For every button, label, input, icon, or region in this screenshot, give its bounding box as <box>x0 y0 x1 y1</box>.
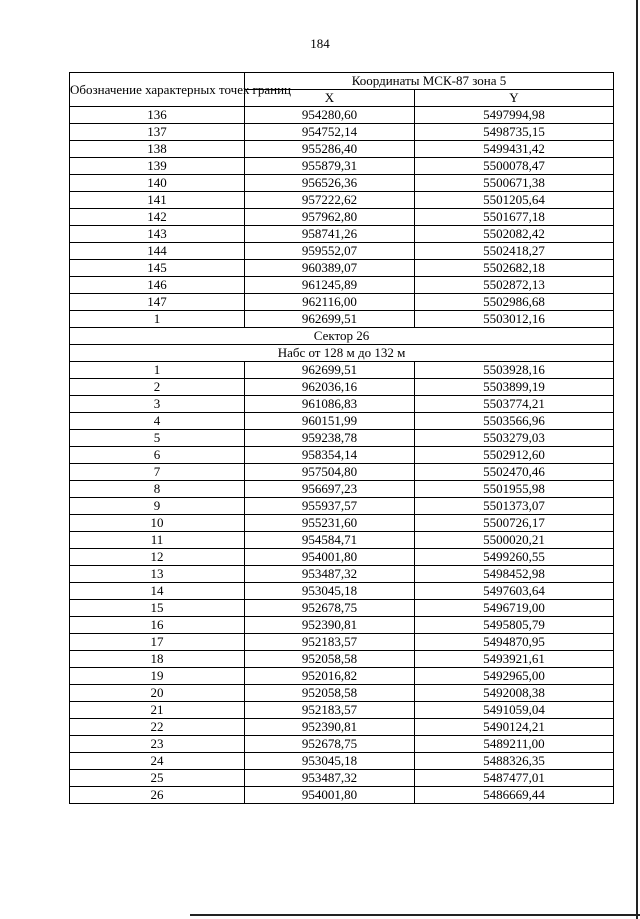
point-number-cell: 4 <box>70 413 245 430</box>
x-coordinate-cell: 959238,78 <box>245 430 415 447</box>
x-coordinate-cell: 952183,57 <box>245 634 415 651</box>
x-coordinate-cell: 954584,71 <box>245 532 415 549</box>
y-coordinate-cell: 5491059,04 <box>415 702 614 719</box>
table-row <box>70 226 614 243</box>
y-coordinate-cell: 5499431,42 <box>415 141 614 158</box>
coordinates-table <box>69 72 614 804</box>
y-coordinate-cell: 5500671,38 <box>415 175 614 192</box>
y-coordinate-cell: 5503899,19 <box>415 379 614 396</box>
point-number-cell: 15 <box>70 600 245 617</box>
x-coordinate-cell: 960389,07 <box>245 260 415 277</box>
point-number-cell: 22 <box>70 719 245 736</box>
x-coordinate-cell: 952058,58 <box>245 651 415 668</box>
point-number-cell: 21 <box>70 702 245 719</box>
point-number-cell: 145 <box>70 260 245 277</box>
y-coordinate-cell: 5486669,44 <box>415 787 614 804</box>
y-coordinate-cell: 5495805,79 <box>415 617 614 634</box>
y-coordinate-cell: 5501205,64 <box>415 192 614 209</box>
point-number-cell: 144 <box>70 243 245 260</box>
page-frame-right-edge <box>636 0 638 919</box>
point-number-cell: 143 <box>70 226 245 243</box>
table-row <box>70 192 614 209</box>
table-row <box>70 430 614 447</box>
point-number-cell: 137 <box>70 124 245 141</box>
y-coordinate-cell: 5502682,18 <box>415 260 614 277</box>
table-row <box>70 617 614 634</box>
point-number-cell: 1 <box>70 311 245 328</box>
table-row <box>70 464 614 481</box>
table-row <box>70 787 614 804</box>
point-number-cell: 142 <box>70 209 245 226</box>
table-row <box>70 396 614 413</box>
header-row <box>70 73 614 90</box>
table-row <box>70 379 614 396</box>
table-row <box>70 583 614 600</box>
y-coordinate-cell: 5501677,18 <box>415 209 614 226</box>
point-number-cell: 9 <box>70 498 245 515</box>
table-row <box>70 515 614 532</box>
x-coordinate-cell: 962116,00 <box>245 294 415 311</box>
table-row <box>70 243 614 260</box>
x-coordinate-cell: 961086,83 <box>245 396 415 413</box>
table-row <box>70 770 614 787</box>
table-row <box>70 702 614 719</box>
y-coordinate-cell: 5490124,21 <box>415 719 614 736</box>
x-coordinate-cell: 955286,40 <box>245 141 415 158</box>
y-coordinate-cell: 5502082,42 <box>415 226 614 243</box>
point-number-cell: 12 <box>70 549 245 566</box>
table-row <box>70 753 614 770</box>
point-number-cell: 24 <box>70 753 245 770</box>
table-row <box>70 141 614 158</box>
x-coordinate-cell: 962036,16 <box>245 379 415 396</box>
point-number-cell: 26 <box>70 787 245 804</box>
table-row <box>70 532 614 549</box>
x-coordinate-cell: 957504,80 <box>245 464 415 481</box>
x-coordinate-cell: 952390,81 <box>245 719 415 736</box>
table-row <box>70 685 614 702</box>
point-number-cell: 147 <box>70 294 245 311</box>
y-coordinate-cell: 5500020,21 <box>415 532 614 549</box>
x-coordinate-cell: 957962,80 <box>245 209 415 226</box>
sector-section <box>70 328 614 362</box>
x-coordinate-cell: 953045,18 <box>245 583 415 600</box>
x-coordinate-cell: 952390,81 <box>245 617 415 634</box>
table-row <box>70 498 614 515</box>
point-number-cell: 1 <box>70 362 245 379</box>
y-coordinate-cell: 5499260,55 <box>415 549 614 566</box>
x-coordinate-cell: 954752,14 <box>245 124 415 141</box>
point-number-cell: 25 <box>70 770 245 787</box>
table-body-top <box>70 107 614 328</box>
point-number-cell: 2 <box>70 379 245 396</box>
y-coordinate-cell: 5501955,98 <box>415 481 614 498</box>
table-row <box>70 447 614 464</box>
table-row <box>70 124 614 141</box>
x-coordinate-cell: 956526,36 <box>245 175 415 192</box>
x-coordinate-cell: 957222,62 <box>245 192 415 209</box>
table-body-bottom <box>70 362 614 804</box>
page-frame-bottom-edge <box>190 914 640 916</box>
table-row <box>70 668 614 685</box>
page-number: 184 <box>310 36 330 51</box>
x-coordinate-cell: 953045,18 <box>245 753 415 770</box>
y-column-header: Y <box>415 90 614 107</box>
x-coordinate-cell: 961245,89 <box>245 277 415 294</box>
x-coordinate-cell: 952016,82 <box>245 668 415 685</box>
y-coordinate-cell: 5503279,03 <box>415 430 614 447</box>
x-column-header: X <box>245 90 415 107</box>
y-coordinate-cell: 5494870,95 <box>415 634 614 651</box>
point-number-cell: 139 <box>70 158 245 175</box>
y-coordinate-cell: 5488326,35 <box>415 753 614 770</box>
x-coordinate-cell: 962699,51 <box>245 362 415 379</box>
y-coordinate-cell: 5500726,17 <box>415 515 614 532</box>
y-coordinate-cell: 5502872,13 <box>415 277 614 294</box>
table-row <box>70 209 614 226</box>
point-number-cell: 19 <box>70 668 245 685</box>
x-coordinate-cell: 952058,58 <box>245 685 415 702</box>
y-coordinate-cell: 5493921,61 <box>415 651 614 668</box>
table-row <box>70 107 614 124</box>
table-row <box>70 413 614 430</box>
point-number-cell: 7 <box>70 464 245 481</box>
point-number-cell: 8 <box>70 481 245 498</box>
x-coordinate-cell: 955879,31 <box>245 158 415 175</box>
height-range-label: Набс от 128 м до 132 м <box>70 345 614 362</box>
table-row <box>70 158 614 175</box>
sector-row <box>70 328 614 345</box>
x-coordinate-cell: 958354,14 <box>245 447 415 464</box>
y-coordinate-cell: 5503774,21 <box>415 396 614 413</box>
point-number-cell: 140 <box>70 175 245 192</box>
x-coordinate-cell: 953487,32 <box>245 566 415 583</box>
height-row <box>70 345 614 362</box>
y-coordinate-cell: 5502912,60 <box>415 447 614 464</box>
table-row <box>70 549 614 566</box>
y-coordinate-cell: 5492008,38 <box>415 685 614 702</box>
point-number-cell: 20 <box>70 685 245 702</box>
point-number-cell: 11 <box>70 532 245 549</box>
table-row <box>70 294 614 311</box>
x-coordinate-cell: 954280,60 <box>245 107 415 124</box>
x-coordinate-cell: 960151,99 <box>245 413 415 430</box>
point-number-cell: 146 <box>70 277 245 294</box>
y-coordinate-cell: 5502470,46 <box>415 464 614 481</box>
table-row <box>70 600 614 617</box>
point-number-cell: 136 <box>70 107 245 124</box>
point-number-cell: 3 <box>70 396 245 413</box>
coordinate-system-header: Координаты МСК-87 зона 5 <box>245 73 614 90</box>
point-number-cell: 23 <box>70 736 245 753</box>
y-coordinate-cell: 5497603,64 <box>415 583 614 600</box>
x-coordinate-cell: 953487,32 <box>245 770 415 787</box>
x-coordinate-cell: 954001,80 <box>245 549 415 566</box>
x-coordinate-cell: 962699,51 <box>245 311 415 328</box>
point-number-cell: 6 <box>70 447 245 464</box>
y-coordinate-cell: 5497994,98 <box>415 107 614 124</box>
y-coordinate-cell: 5498735,15 <box>415 124 614 141</box>
y-coordinate-cell: 5503928,16 <box>415 362 614 379</box>
x-coordinate-cell: 954001,80 <box>245 787 415 804</box>
point-number-cell: 141 <box>70 192 245 209</box>
x-coordinate-cell: 956697,23 <box>245 481 415 498</box>
y-coordinate-cell: 5487477,01 <box>415 770 614 787</box>
point-number-cell: 18 <box>70 651 245 668</box>
y-coordinate-cell: 5502418,27 <box>415 243 614 260</box>
y-coordinate-cell: 5502986,68 <box>415 294 614 311</box>
x-coordinate-cell: 958741,26 <box>245 226 415 243</box>
table-row <box>70 362 614 379</box>
x-coordinate-cell: 952678,75 <box>245 600 415 617</box>
x-coordinate-cell: 955937,57 <box>245 498 415 515</box>
point-number-cell: 5 <box>70 430 245 447</box>
table-row <box>70 566 614 583</box>
point-number-cell: 14 <box>70 583 245 600</box>
table-row <box>70 634 614 651</box>
y-coordinate-cell: 5503566,96 <box>415 413 614 430</box>
table-row <box>70 175 614 192</box>
point-number-cell: 10 <box>70 515 245 532</box>
y-coordinate-cell: 5489211,00 <box>415 736 614 753</box>
x-coordinate-cell: 952678,75 <box>245 736 415 753</box>
table-row <box>70 736 614 753</box>
sector-label: Сектор 26 <box>70 328 614 345</box>
y-coordinate-cell: 5496719,00 <box>415 600 614 617</box>
point-number-cell: 17 <box>70 634 245 651</box>
x-coordinate-cell: 955231,60 <box>245 515 415 532</box>
point-number-cell: 13 <box>70 566 245 583</box>
y-coordinate-cell: 5492965,00 <box>415 668 614 685</box>
table-row <box>70 277 614 294</box>
y-coordinate-cell: 5501373,07 <box>415 498 614 515</box>
table-row <box>70 719 614 736</box>
table-row <box>70 260 614 277</box>
y-coordinate-cell: 5498452,98 <box>415 566 614 583</box>
y-coordinate-cell: 5500078,47 <box>415 158 614 175</box>
table-row <box>70 651 614 668</box>
table-row <box>70 481 614 498</box>
point-number-cell: 138 <box>70 141 245 158</box>
x-coordinate-cell: 959552,07 <box>245 243 415 260</box>
x-coordinate-cell: 952183,57 <box>245 702 415 719</box>
point-number-cell: 16 <box>70 617 245 634</box>
table-row <box>70 311 614 328</box>
y-coordinate-cell: 5503012,16 <box>415 311 614 328</box>
point-label-header: Обозначение характерных точек границ <box>70 73 245 107</box>
